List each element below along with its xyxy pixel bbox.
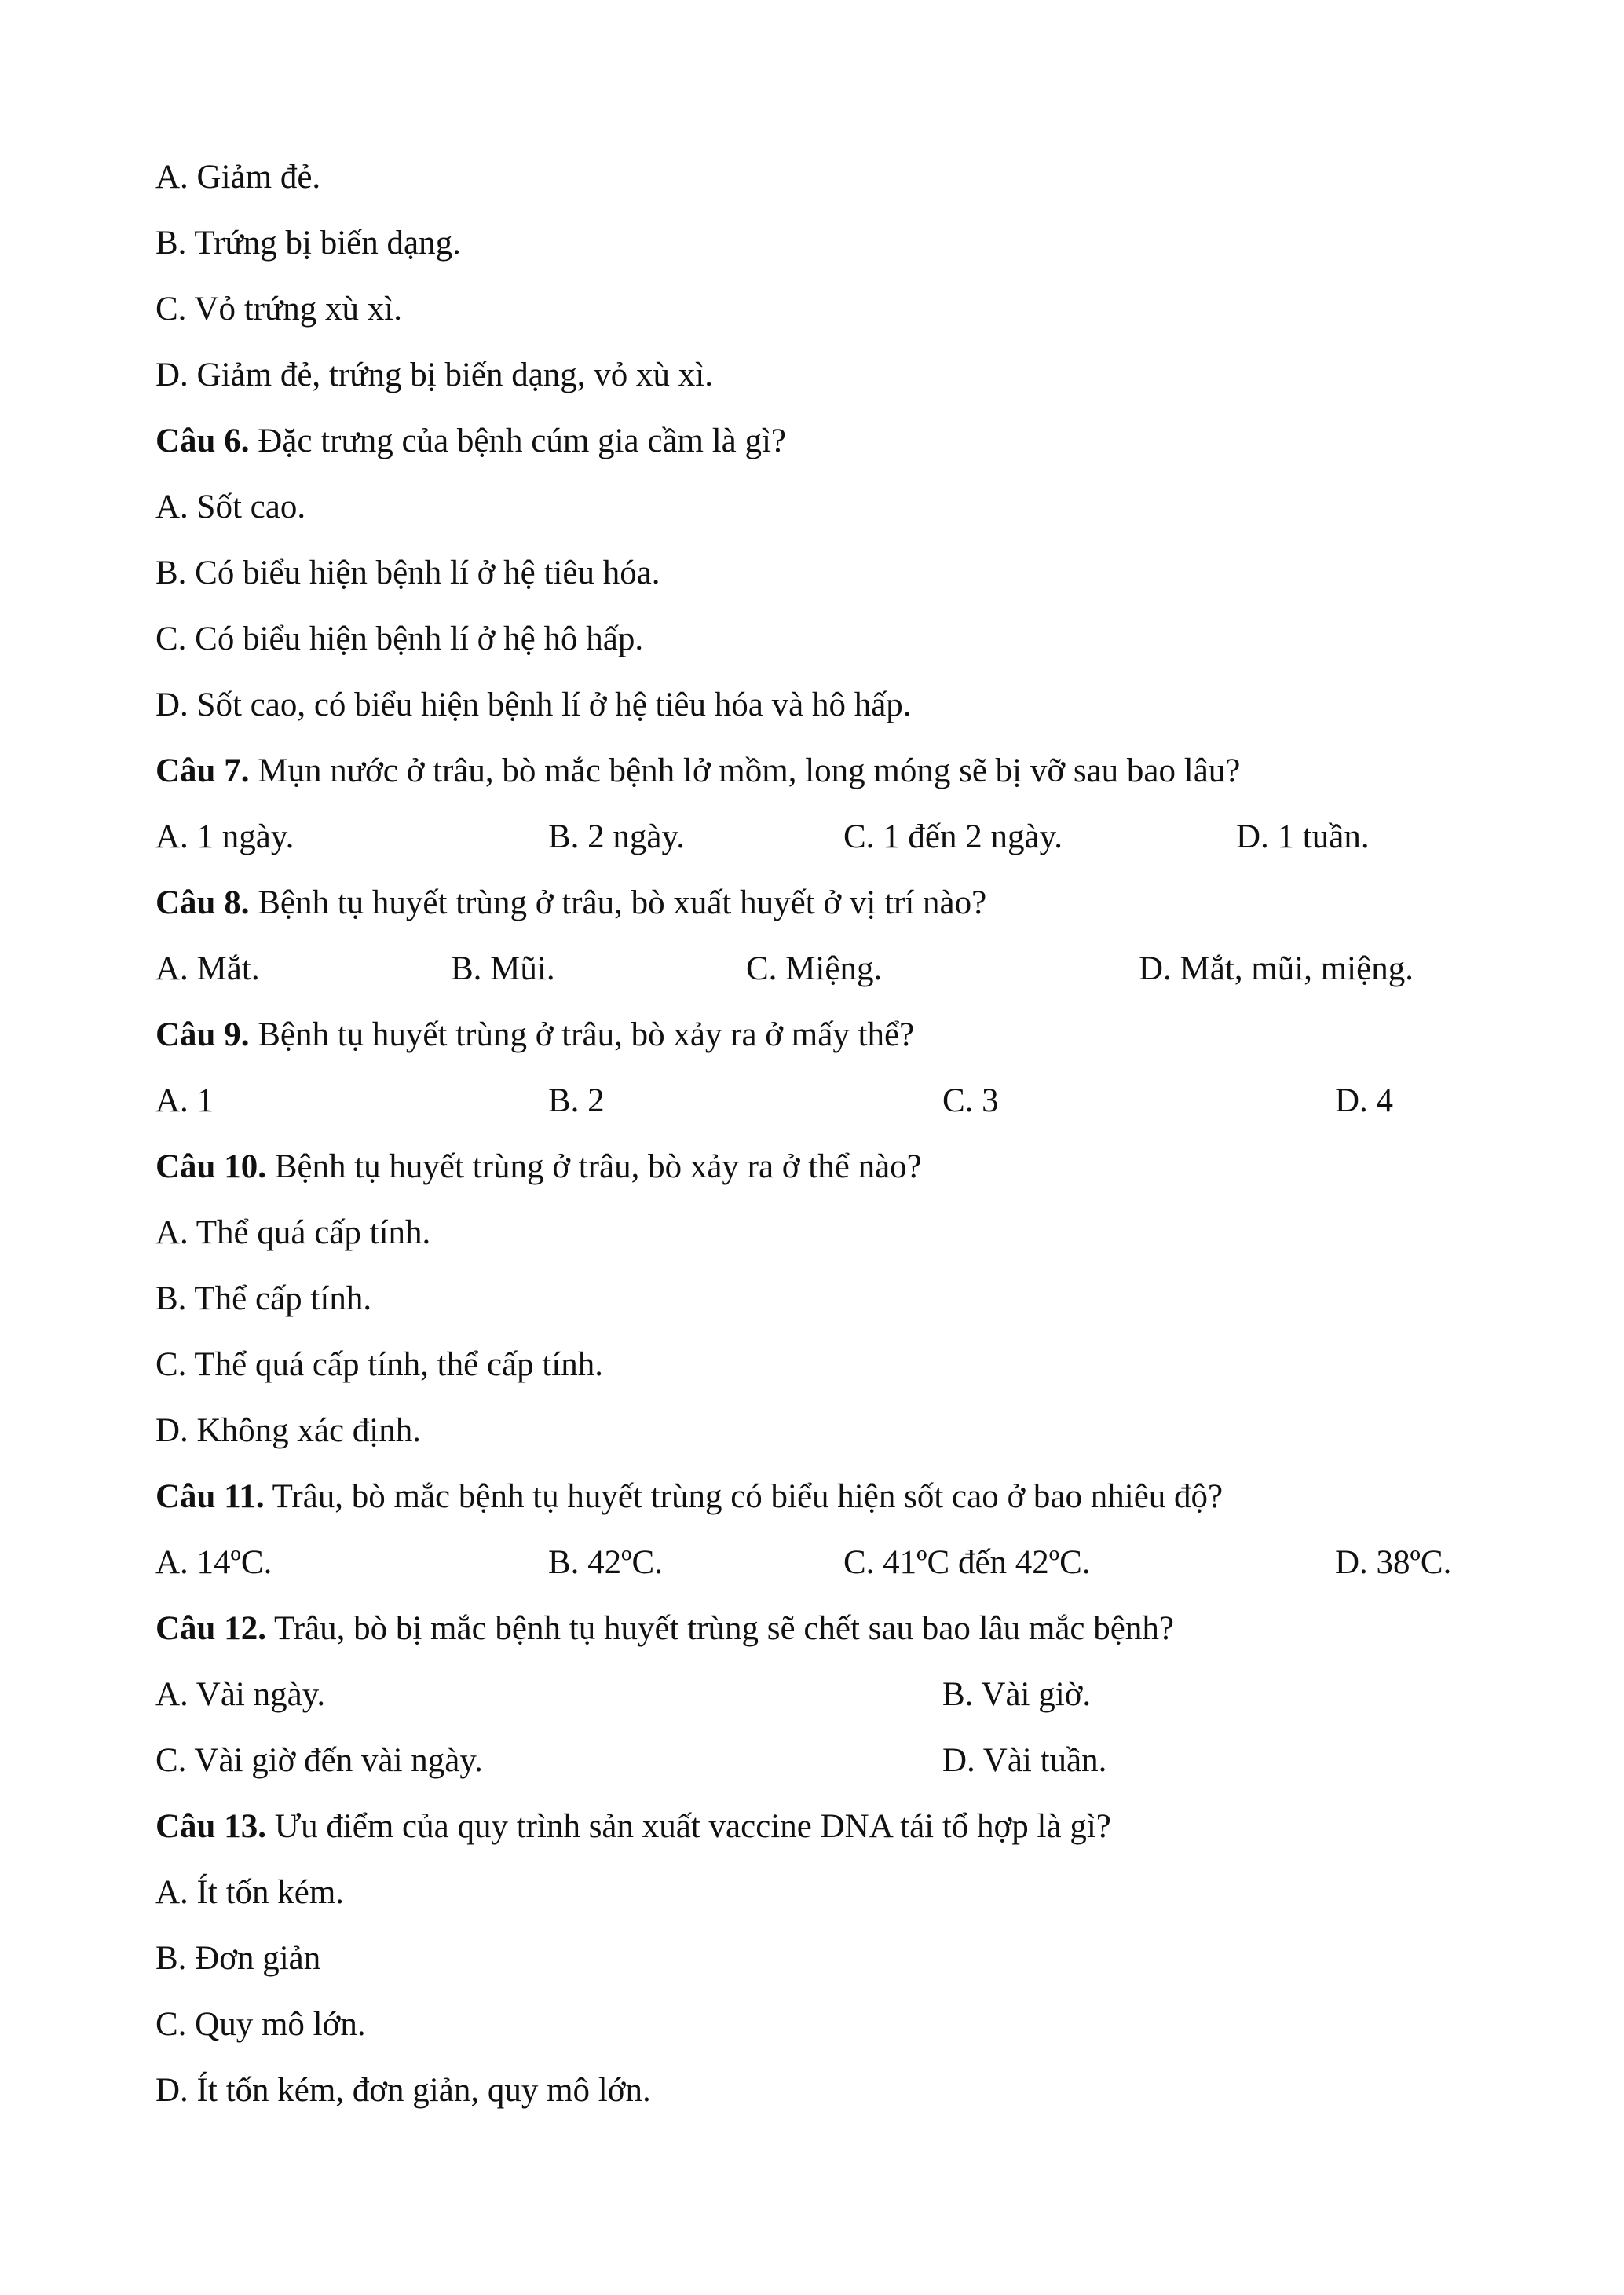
q6-option-a: A. Sốt cao. <box>155 489 306 525</box>
q8-option-c: C. Miệng. <box>746 950 883 987</box>
q13-option-c: C. Quy mô lớn. <box>155 2006 366 2043</box>
q7-option-b: B. 2 ngày. <box>548 818 685 855</box>
q12-text: Trâu, bò bị mắc bệnh tụ huyết trùng sẽ chết sau bao lâu mắc bệnh? <box>265 1610 1174 1647</box>
q6-label: Câu 6. <box>155 423 250 459</box>
q6-option-c: C. Có biểu hiện bệnh lí ở hệ hô hấp. <box>155 620 644 657</box>
q5-option-a: A. Giảm đẻ. <box>155 159 321 196</box>
q6-text: Đặc trưng của bệnh cúm gia cầm là gì? <box>249 423 787 459</box>
q9-option-a: A. 1 <box>155 1082 214 1119</box>
q5-option-b: B. Trứng bị biến dạng. <box>155 225 461 262</box>
q12-option-b: B. Vài giờ. <box>942 1676 1092 1713</box>
q7-option-d: D. 1 tuần. <box>1236 818 1370 855</box>
q13-stem <box>155 1794 1577 1860</box>
q5-option-c: C. Vỏ trứng xù xì. <box>155 291 402 328</box>
q12-option-c: C. Vài giờ đến vài ngày. <box>155 1742 483 1779</box>
q13-text: Ưu điểm của quy trình sản xuất vaccine DNA tái tổ hợp là gì? <box>265 1808 1111 1845</box>
q6-stem <box>155 408 1577 474</box>
q7-stem <box>155 738 1577 804</box>
q11-option-a: A. 14ºC. <box>155 1544 272 1581</box>
q7-option-c: C. 1 đến 2 ngày. <box>843 818 1063 855</box>
q8-label: Câu 8. <box>155 884 250 921</box>
q11-option-d: D. 38ºC. <box>1335 1544 1452 1581</box>
q12-label: Câu 12. <box>155 1610 266 1647</box>
q11-options-row <box>155 1530 1577 1596</box>
q7-option-a: A. 1 ngày. <box>155 818 294 855</box>
q13-option-a: A. Ít tốn kém. <box>155 1874 345 1911</box>
q10-label: Câu 10. <box>155 1148 266 1185</box>
q9-option-d: D. 4 <box>1335 1082 1394 1119</box>
q10-option-a: A. Thể quá cấp tính. <box>155 1214 431 1251</box>
q12-option-d: D. Vài tuần. <box>942 1742 1107 1779</box>
q6-option-d: D. Sốt cao, có biểu hiện bệnh lí ở hệ tiêu hóa và hô hấp. <box>155 686 912 723</box>
q8-option-b: B. Mũi. <box>451 950 555 987</box>
q6-option-b: B. Có biểu hiện bệnh lí ở hệ tiêu hóa. <box>155 555 660 591</box>
q8-option-a: A. Mắt. <box>155 950 260 987</box>
q9-stem <box>155 1002 1577 1068</box>
q10-option-d: D. Không xác định. <box>155 1412 421 1449</box>
q8-option-d: D. Mắt, mũi, miệng. <box>1139 950 1414 987</box>
q9-option-b: B. 2 <box>548 1082 605 1119</box>
q12-option-a: A. Vài ngày. <box>155 1676 326 1713</box>
q13-option-b: B. Đơn giản <box>155 1940 321 1977</box>
q7-label: Câu 7. <box>155 752 250 789</box>
q12-options-row-1 <box>155 1662 1577 1728</box>
q10-stem <box>155 1134 1577 1200</box>
q9-options-row <box>155 1068 1577 1134</box>
q10-text: Bệnh tụ huyết trùng ở trâu, bò xảy ra ở thể nào? <box>265 1148 922 1185</box>
q5-option-d: D. Giảm đẻ, trứng bị biến dạng, vỏ xù xì. <box>155 357 714 393</box>
q11-stem <box>155 1464 1577 1530</box>
q10-option-c: C. Thể quá cấp tính, thể cấp tính. <box>155 1346 604 1383</box>
q9-option-c: C. 3 <box>942 1082 999 1119</box>
q13-label: Câu 13. <box>155 1808 266 1845</box>
q8-text: Bệnh tụ huyết trùng ở trâu, bò xuất huyết ở vị trí nào? <box>249 884 987 921</box>
q11-text: Trâu, bò mắc bệnh tụ huyết trùng có biểu hiện sốt cao ở bao nhiêu độ? <box>264 1478 1223 1515</box>
q12-stem <box>155 1596 1577 1662</box>
q11-option-b: B. 42ºC. <box>548 1544 663 1581</box>
q8-stem <box>155 870 1577 936</box>
q13-option-d: D. Ít tốn kém, đơn giản, quy mô lớn. <box>155 2072 651 2109</box>
q9-text: Bệnh tụ huyết trùng ở trâu, bò xảy ra ở mấy thể? <box>249 1016 915 1053</box>
q11-label: Câu 11. <box>155 1478 265 1515</box>
q12-options-row-2 <box>155 1728 1577 1794</box>
q11-option-c: C. 41ºC đến 42ºC. <box>843 1544 1091 1581</box>
q8-options-row <box>155 936 1577 1002</box>
q7-text: Mụn nước ở trâu, bò mắc bệnh lở mồm, long móng sẽ bị vỡ sau bao lâu? <box>249 752 1241 789</box>
q7-options-row <box>155 804 1577 870</box>
q9-label: Câu 9. <box>155 1016 250 1053</box>
q10-option-b: B. Thể cấp tính. <box>155 1280 372 1317</box>
